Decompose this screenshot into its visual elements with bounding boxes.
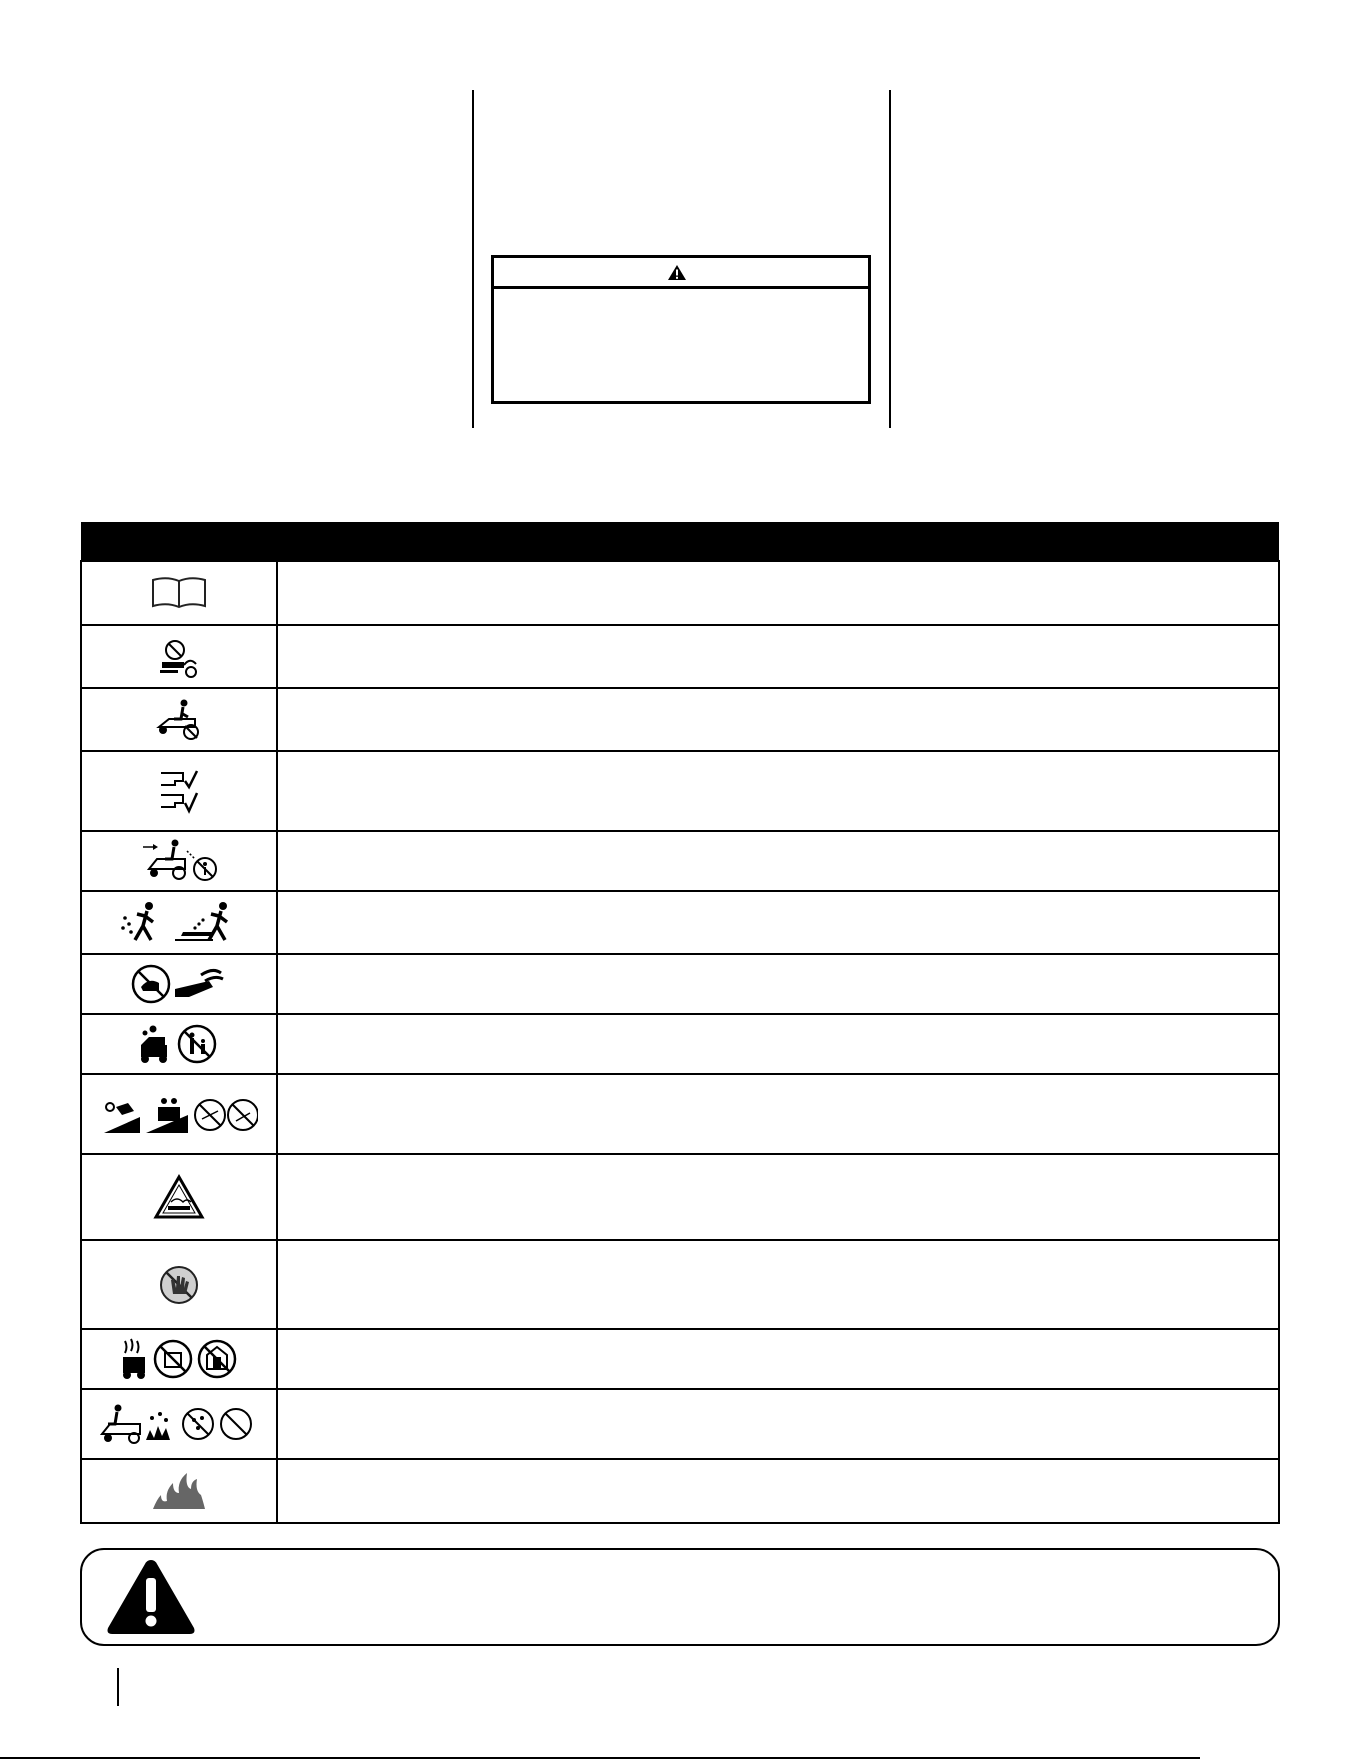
symbol-description	[277, 831, 1279, 891]
column-divider-right	[889, 90, 891, 428]
table-row	[81, 1329, 1279, 1389]
symbol-description	[277, 1014, 1279, 1074]
symbol-description	[277, 1240, 1279, 1329]
table-row	[81, 625, 1279, 688]
table-row	[81, 1459, 1279, 1523]
footer-rule	[0, 1757, 1200, 1759]
thrown-objects-icon	[117, 900, 241, 946]
symbol-column-header	[81, 522, 277, 561]
warning-triangle-icon	[667, 264, 687, 281]
fire-icon	[151, 1471, 207, 1511]
meaning-column-header	[277, 522, 1279, 561]
table-row	[81, 831, 1279, 891]
warning-triangle-icon	[104, 1556, 198, 1638]
no-hands-icon	[158, 1264, 200, 1306]
fuel-fumes-no-indoor-icon	[119, 1337, 239, 1381]
table-row	[81, 1074, 1279, 1154]
table-row	[81, 1240, 1279, 1329]
warning-box-header	[494, 258, 868, 289]
symbol-description	[277, 1389, 1279, 1459]
slope-tipping-icon	[100, 1093, 258, 1135]
rider-on-mower-icon	[149, 697, 209, 743]
no-children-icon	[137, 1023, 221, 1065]
table-row	[81, 1014, 1279, 1074]
safety-symbols-table	[80, 522, 1280, 1524]
symbol-description	[277, 1154, 1279, 1240]
table-row	[81, 891, 1279, 954]
column-divider-left	[472, 90, 474, 428]
symbol-description	[277, 625, 1279, 688]
warning-box-body	[494, 289, 868, 305]
table-row	[81, 751, 1279, 831]
symbol-description	[277, 688, 1279, 751]
deck-hazard-sign-icon	[153, 1174, 205, 1220]
table-row	[81, 954, 1279, 1014]
table-header-row	[81, 522, 1279, 561]
page-number-bar	[117, 1668, 119, 1706]
no-hands-feet-near-deck-icon	[129, 963, 229, 1005]
table-row	[81, 1389, 1279, 1459]
symbol-description	[277, 1074, 1279, 1154]
disengage-blades-icon	[157, 767, 201, 815]
debris-no-discharge-icon	[100, 1402, 258, 1446]
table-row	[81, 561, 1279, 625]
symbol-description	[277, 1459, 1279, 1523]
table-row	[81, 1154, 1279, 1240]
operators-manual-icon	[149, 575, 209, 611]
symbol-description	[277, 1329, 1279, 1389]
no-mowing-in-reverse-icon	[139, 837, 219, 885]
symbol-description	[277, 954, 1279, 1014]
table-row	[81, 688, 1279, 751]
bottom-warning-panel	[80, 1548, 1280, 1646]
symbol-description	[277, 751, 1279, 831]
no-riders-icon	[154, 635, 204, 679]
symbol-description	[277, 561, 1279, 625]
warning-box	[491, 255, 871, 404]
symbol-description	[277, 891, 1279, 954]
